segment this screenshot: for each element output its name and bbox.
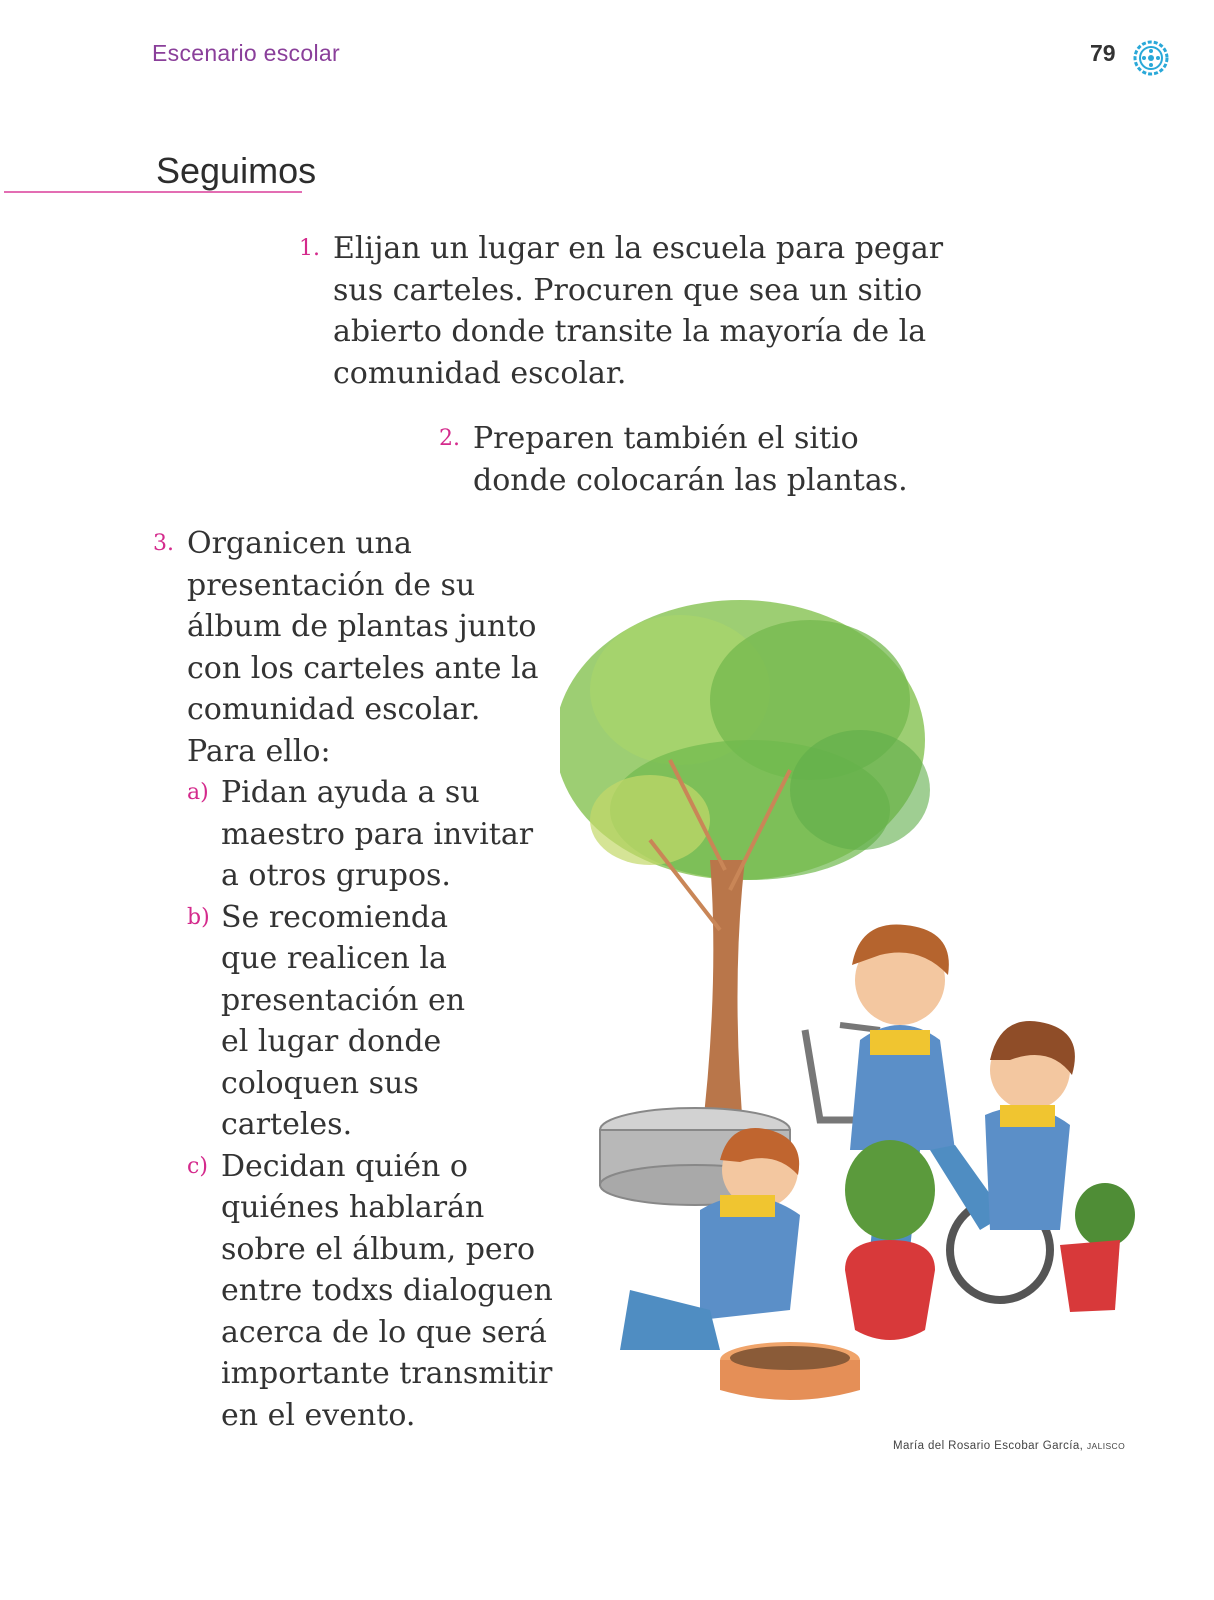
subitem-letter: c) bbox=[187, 1153, 208, 1179]
planter-box bbox=[720, 1342, 860, 1400]
children-planting-illustration bbox=[560, 590, 1160, 1420]
subitem-letter: b) bbox=[187, 904, 210, 930]
child-right bbox=[985, 1021, 1075, 1230]
red-pot-right bbox=[1060, 1183, 1135, 1312]
instruction-2 bbox=[439, 418, 953, 501]
subitem-text: Pidan ayuda a su maestro para invitar a otros grupos. bbox=[221, 775, 534, 893]
subitem-c bbox=[187, 1146, 561, 1437]
flower-seal-icon bbox=[1133, 40, 1169, 76]
credit-name: María del Rosario Escobar García, bbox=[893, 1440, 1084, 1452]
item-number: 2. bbox=[439, 426, 460, 451]
item-text: Organicen una presentación de su álbum de plantas junto con los carteles ante la comunidad escolar. Para ello: bbox=[187, 526, 539, 769]
item-number: 3. bbox=[153, 531, 174, 556]
instruction-3 bbox=[153, 523, 607, 1436]
subitem-text: Decidan quién o quiénes hablarán sobre el álbum, pero entre todxs dialoguen acerca de lo que será importante transmitir en el evento. bbox=[221, 1148, 553, 1433]
item-number: 1. bbox=[299, 236, 320, 261]
tree-trunk bbox=[700, 860, 745, 1150]
page-number: 79 bbox=[1090, 40, 1116, 66]
credit-region: JALISCO bbox=[1086, 1441, 1126, 1451]
illustration-credit bbox=[893, 1440, 1125, 1452]
subitem-a bbox=[187, 772, 551, 897]
section-header: Escenario escolar bbox=[152, 40, 340, 66]
item-text: Elijan un lugar en la escuela para pegar sus carteles. Procuren que sea un sitio abierto donde transite la mayoría de la comunidad escolar. bbox=[333, 231, 944, 391]
section-title: Seguimos bbox=[156, 150, 317, 191]
subitem-letter: a) bbox=[187, 780, 209, 805]
item-text: Preparen también el sitio donde colocarán las plantas. bbox=[473, 421, 908, 498]
red-pot-center bbox=[845, 1140, 935, 1340]
tree-canopy bbox=[560, 600, 930, 880]
subitem-b bbox=[187, 897, 481, 1146]
instruction-1 bbox=[299, 228, 973, 394]
subitem-text: Se recomienda que realicen la presentación en el lugar donde coloquen sus carteles. bbox=[221, 899, 466, 1142]
title-underline bbox=[4, 191, 302, 193]
